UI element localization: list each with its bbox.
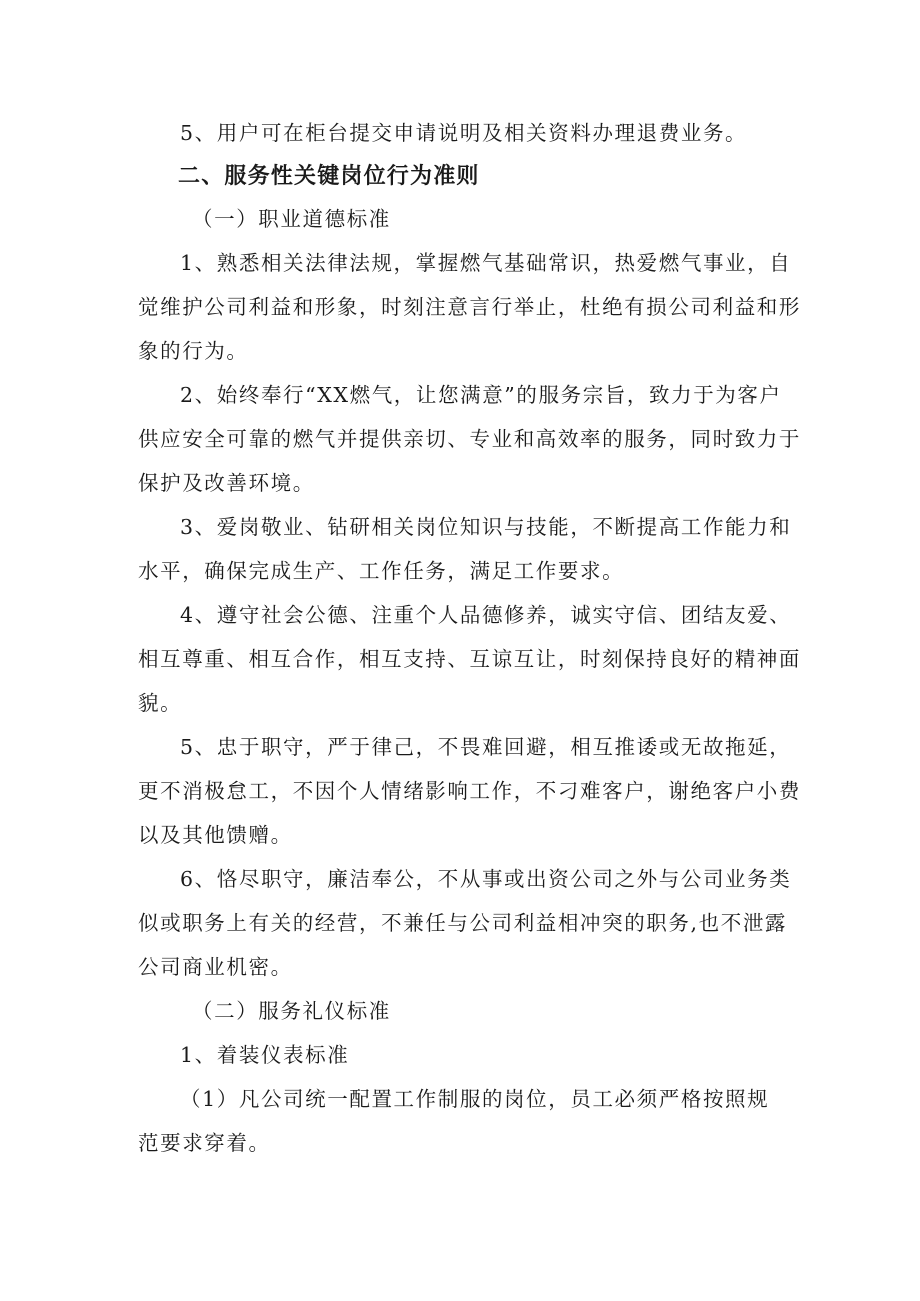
paragraph-ethics-4-line-3: 貌。 — [138, 691, 183, 715]
paragraph-ethics-3-line-2: 水平，确保完成生产、工作任务，满足工作要求。 — [138, 559, 625, 583]
paragraph-ethics-2-line-3: 保护及改善环境。 — [138, 471, 315, 495]
paragraph-ethics-2-line-2: 供应安全可靠的燃气并提供亲切、专业和高效率的服务，同时致力于 — [138, 427, 801, 451]
paragraph-ethics-1-line-3: 象的行为。 — [138, 339, 249, 363]
paragraph-ethics-5-line-1: 5、忠于职守，严于律己，不畏难回避，相互推诿或无故拖延， — [180, 735, 792, 759]
paragraph-ethics-5-line-3: 以及其他馈赠。 — [138, 823, 293, 847]
paragraph-ethics-6-line-1: 6、恪尽职守，廉洁奉公，不从事或出资公司之外与公司业务类 — [180, 867, 792, 891]
paragraph-ethics-4-line-2: 相互尊重、相互合作，相互支持、互谅互让，时刻保持良好的精神面 — [138, 647, 801, 671]
paragraph-ethics-1-line-2: 觉维护公司利益和形象，时刻注意言行举止，杜绝有损公司利益和形 — [138, 295, 801, 319]
paragraph-ethics-6-line-2: 似或职务上有关的经营，不兼任与公司利益相冲突的职务,也不泄露 — [138, 911, 788, 935]
paragraph-ethics-3-line-1: 3、爱岗敬业、钻研相关岗位知识与技能，不断提高工作能力和 — [180, 515, 792, 539]
section-heading-2: 二、服务性关键岗位行为准则 — [178, 164, 480, 189]
paragraph-dress-1-line-1: （1）凡公司统一配置工作制服的岗位，员工必须严格按照规 — [180, 1087, 770, 1111]
paragraph-dress-1-line-2: 范要求穿着。 — [138, 1131, 271, 1155]
subsection-heading-ethics: （一）职业道德标准 — [192, 207, 391, 231]
paragraph-ethics-1-line-1: 1、熟悉相关法律法规，掌握燃气基础常识，热爱燃气事业，自 — [180, 251, 792, 275]
paragraph-ethics-2-line-1: 2、始终奉行“XX燃气，让您满意”的服务宗旨，致力于为客户 — [180, 383, 782, 407]
paragraph-dress-heading: 1、着装仪表标准 — [180, 1043, 350, 1067]
paragraph-ethics-4-line-1: 4、遵守社会公德、注重个人品德修养，诚实守信、团结友爱、 — [180, 603, 792, 627]
paragraph-refund-item-5: 5、用户可在柜台提交申请说明及相关资料办理退费业务。 — [180, 121, 748, 145]
paragraph-ethics-5-line-2: 更不消极怠工，不因个人情绪影响工作，不刁难客户，谢绝客户小费 — [138, 779, 801, 803]
paragraph-ethics-6-line-3: 公司商业机密。 — [138, 955, 293, 979]
subsection-heading-etiquette: （二）服务礼仪标准 — [192, 999, 391, 1023]
